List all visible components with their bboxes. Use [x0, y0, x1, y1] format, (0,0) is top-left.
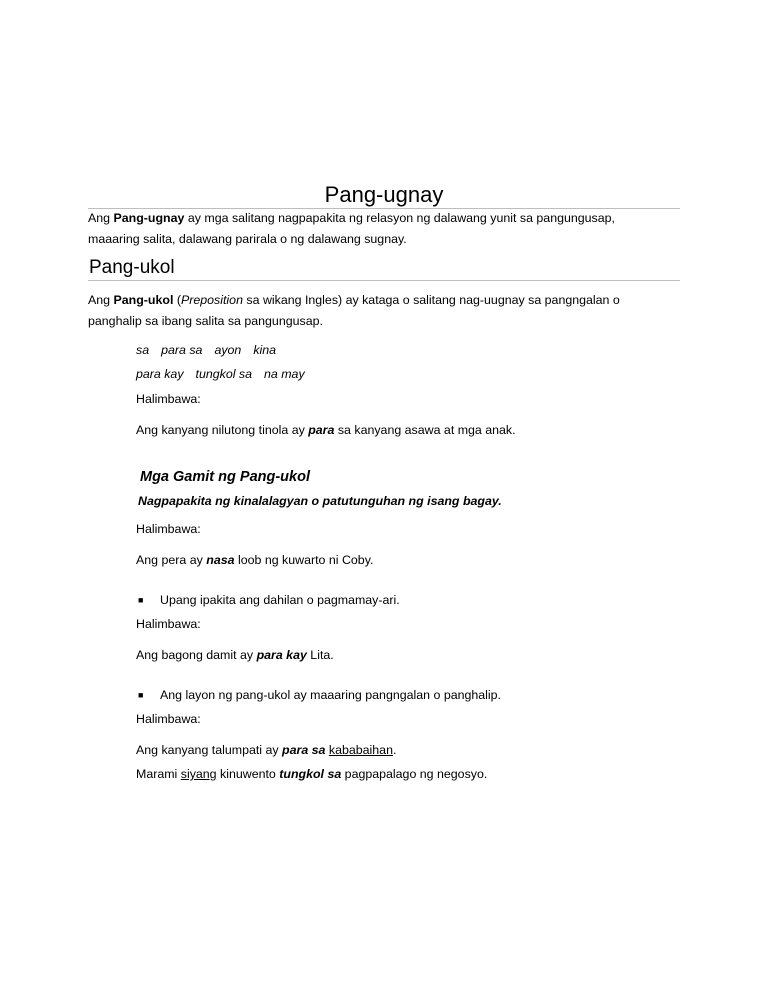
halimbawa-label: Halimbawa: — [136, 392, 201, 406]
example-1-keyword: para — [308, 423, 335, 437]
word-item: kina — [253, 343, 277, 357]
gamit-subheading: Nagpapakita ng kinalalagyan o patutunguhan ng isang bagay. — [138, 494, 502, 508]
word-list-row-1 — [136, 342, 288, 358]
intro-line1: ay mga salitang nagpapakita ng relasyon ng dalawang yunit sa pangungusap, — [184, 211, 615, 225]
word-item: na may — [264, 367, 305, 381]
def-line2: panghalip sa ibang salita sa pangungusap. — [88, 314, 323, 328]
page-title: Pang-ugnay — [324, 182, 444, 207]
def-line1: sa wikang Ingles) ay kataga o salitang nag-uugnay sa pangngalan o — [242, 293, 620, 307]
example-5 — [136, 766, 487, 782]
example-2-pre: Ang pera ay — [136, 553, 207, 567]
example-3-post: Lita. — [306, 648, 334, 662]
example-5-pronoun: siyang — [180, 767, 217, 781]
example-2-post: loob ng kuwarto ni Coby. — [234, 553, 374, 567]
example-1-pre: Ang kanyang nilutong tinola ay — [136, 423, 309, 437]
def-english: Preposition — [180, 293, 243, 307]
bullet-icon: ■ — [138, 690, 144, 700]
section-heading: Pang-ukol — [89, 257, 175, 278]
example-5-pre: Marami — [136, 767, 181, 781]
word-item: para kay — [136, 367, 184, 381]
definition-paragraph — [88, 290, 688, 332]
example-3 — [136, 647, 334, 663]
example-3-pre: Ang bagong damit ay — [136, 648, 257, 662]
intro-line2: maaaring salita, dalawang parirala o ng dalawang sugnay. — [88, 232, 407, 246]
intro-term: Pang-ugnay — [113, 211, 185, 225]
def-term: Pang-ukol — [113, 293, 174, 307]
gamit-heading: Mga Gamit ng Pang-ukol — [140, 469, 310, 485]
example-5-mid: kinuwento — [216, 767, 280, 781]
example-4-object: kababaihan — [328, 743, 393, 757]
example-1 — [136, 422, 516, 438]
intro-pre: Ang — [88, 211, 114, 225]
halimbawa-label: Halimbawa: — [136, 617, 201, 631]
example-4 — [136, 742, 396, 758]
bullet-item-1: Upang ipakita ang dahilan o pagmamay-ari. — [160, 593, 400, 607]
example-1-post: sa kanyang asawa at mga anak. — [334, 423, 516, 437]
example-5-post: pagpapalago ng negosyo. — [341, 767, 488, 781]
example-4-post: . — [392, 743, 397, 757]
word-item: sa — [136, 343, 150, 357]
example-5-keyword: tungkol sa — [279, 767, 342, 781]
intro-paragraph — [88, 208, 688, 250]
bullet-icon: ■ — [138, 595, 144, 605]
def-paren: ( — [173, 293, 181, 307]
section-divider — [88, 280, 680, 281]
halimbawa-label: Halimbawa: — [136, 712, 201, 726]
example-4-keyword: para sa — [282, 743, 326, 757]
example-2-keyword: nasa — [206, 553, 235, 567]
word-item: para sa — [161, 343, 203, 357]
halimbawa-label: Halimbawa: — [136, 522, 201, 536]
word-item: ayon — [214, 343, 242, 357]
example-2 — [136, 552, 373, 568]
def-pre: Ang — [88, 293, 114, 307]
example-3-keyword: para kay — [256, 648, 307, 662]
bullet-item-2: Ang layon ng pang-ukol ay maaaring pangngalan o panghalip. — [160, 688, 502, 702]
word-item: tungkol sa — [195, 367, 253, 381]
word-list-row-2 — [136, 366, 317, 382]
example-4-pre: Ang kanyang talumpati ay — [136, 743, 283, 757]
